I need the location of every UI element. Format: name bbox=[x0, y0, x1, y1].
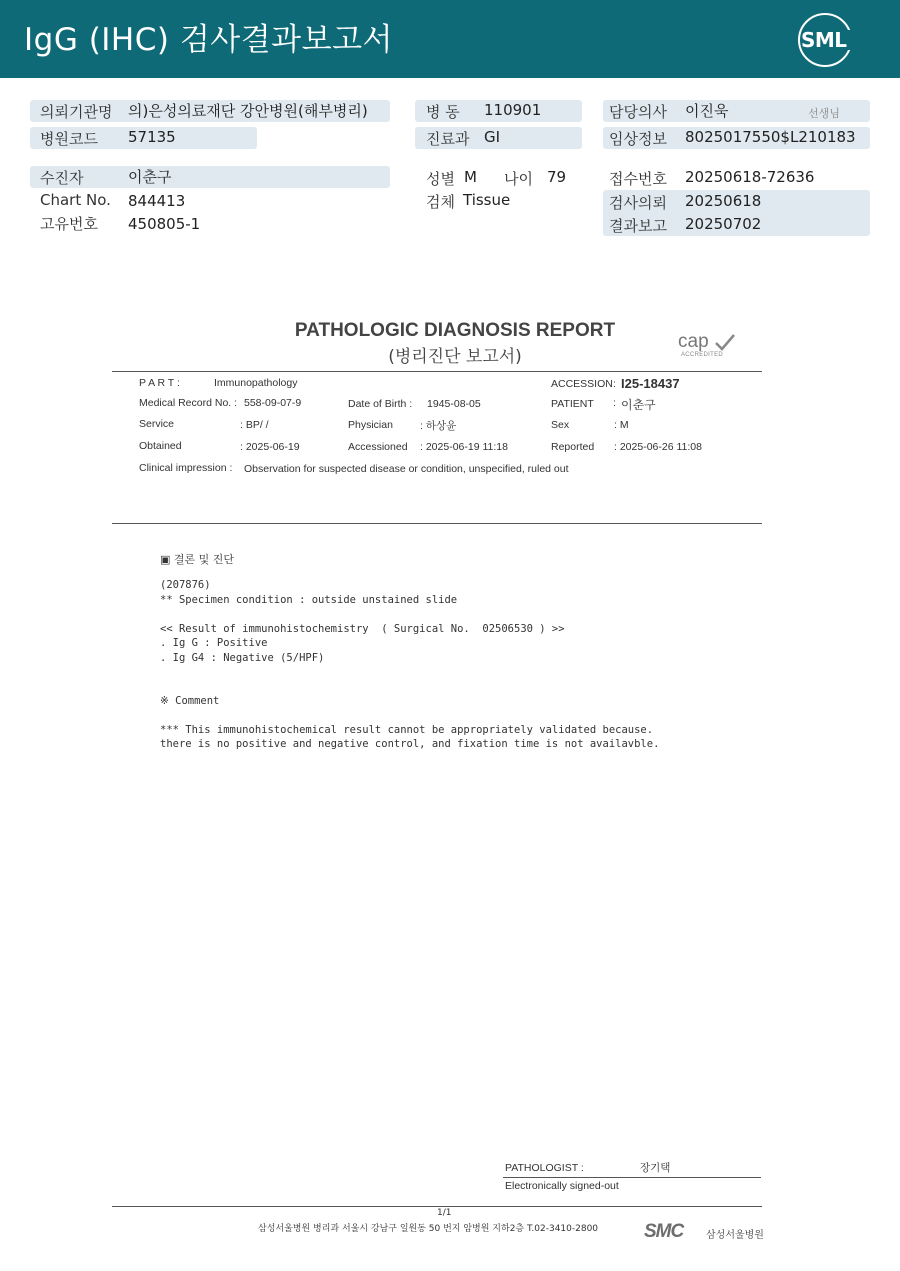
cap-accredited-icon bbox=[678, 331, 748, 361]
sex-report-value: : M bbox=[614, 419, 629, 431]
clinical-info-value: 8025017550$L210183 bbox=[685, 128, 856, 146]
age-value: 79 bbox=[547, 168, 567, 186]
pathologist-label: PATHOLOGIST : bbox=[505, 1162, 584, 1174]
ward-label: 병 동 bbox=[426, 103, 460, 121]
hospital-code-value: 57135 bbox=[128, 128, 176, 146]
age-label: 나이 bbox=[504, 170, 533, 188]
patient-label: 수진자 bbox=[40, 169, 84, 187]
part-label: P A R T : bbox=[139, 377, 180, 389]
mrn-label: Medical Record No. : bbox=[139, 397, 238, 409]
signed-out-text: Electronically signed-out bbox=[505, 1180, 619, 1192]
physician-value: : 하상윤 bbox=[420, 420, 457, 432]
obtained-value: : 2025-06-19 bbox=[240, 441, 300, 453]
chart-value: 844413 bbox=[128, 192, 186, 210]
receipt-value: 20250618-72636 bbox=[685, 168, 815, 186]
specimen-label: 검체 bbox=[426, 193, 455, 211]
accession-value: I25-18437 bbox=[621, 376, 680, 391]
cap-sub: ACCREDITED bbox=[681, 352, 724, 358]
header-bar bbox=[0, 0, 900, 78]
report-subtitle: (병리진단 보고서) bbox=[388, 347, 522, 367]
reported-value: : 2025-06-26 11:08 bbox=[614, 441, 702, 453]
report-top-rule bbox=[112, 371, 762, 372]
signature-rule bbox=[503, 1177, 761, 1178]
unique-label: 고유번호 bbox=[40, 215, 98, 233]
clinical-impression-value: Observation for suspected disease or condition, unspecified, ruled out bbox=[244, 463, 569, 475]
referring-org-value: 의)은성의료재단 강안병원(해부병리) bbox=[128, 102, 368, 120]
ward-value: 110901 bbox=[484, 101, 542, 119]
obtained-label: Obtained bbox=[139, 440, 182, 452]
reported-label: Reported bbox=[551, 441, 595, 453]
patient-report-label: PATIENT bbox=[551, 398, 594, 410]
dob-value: 1945-08-05 bbox=[427, 398, 481, 410]
patient-value: 이춘구 bbox=[128, 168, 172, 186]
smc-logo-icon: SMC bbox=[644, 1221, 684, 1242]
patient-report-value: 이춘구 bbox=[621, 398, 656, 412]
accession-label: ACCESSION bbox=[551, 378, 613, 390]
accessioned-label: Accessioned bbox=[348, 441, 408, 453]
case-number: (207876) bbox=[160, 579, 211, 591]
clinical-impression-label: Clinical impression : bbox=[139, 462, 233, 474]
receipt-label: 접수번호 bbox=[609, 170, 667, 188]
sml-logo-icon bbox=[798, 13, 852, 67]
ihc-result-heading: << Result of immunohistochemistry ( Surgical No. 02506530 ) >> bbox=[160, 623, 565, 635]
service-value: : BP/ / bbox=[240, 419, 269, 431]
part-value: Immunopathology bbox=[214, 377, 298, 389]
comment-line-2: there is no positive and negative control, and fixation time is not availavble. bbox=[160, 738, 660, 750]
doctor-label: 담당의사 bbox=[609, 103, 667, 121]
dob-label: Date of Birth : bbox=[348, 398, 413, 410]
doctor-suffix: 선생님 bbox=[808, 107, 840, 120]
comment-line-1: *** This immunohistochemical result cannot be appropriately validated because. bbox=[160, 724, 654, 736]
page-number: 1/1 bbox=[437, 1208, 452, 1218]
accessioned-value: : 2025-06-19 11:18 bbox=[420, 441, 508, 453]
sex-report-label: Sex bbox=[551, 419, 570, 431]
report-mid-rule bbox=[112, 523, 762, 524]
page-title: IgG (IHC) 검사결과보고서 bbox=[24, 22, 393, 58]
result-value: 20250702 bbox=[685, 215, 762, 233]
sex-label: 성별 bbox=[426, 170, 455, 188]
report-title: PATHOLOGIC DIAGNOSIS REPORT bbox=[294, 320, 616, 341]
pathologist-name: 장기택 bbox=[640, 1162, 671, 1174]
footer-rule bbox=[112, 1206, 762, 1207]
conclusion-heading: ▣ 결론 및 진단 bbox=[160, 553, 235, 566]
igg-result: . Ig G : Positive bbox=[160, 637, 268, 649]
hospital-code-label: 병원코드 bbox=[40, 130, 98, 148]
department-value: GI bbox=[484, 128, 501, 146]
cap-text: cap bbox=[678, 331, 709, 352]
specimen-condition: ** Specimen condition : outside unstained slide bbox=[160, 594, 458, 606]
patient-row bbox=[30, 166, 390, 188]
request-label: 검사의뢰 bbox=[609, 194, 667, 212]
smc-name: 삼성서울병원 bbox=[706, 1230, 764, 1241]
department-label: 진료과 bbox=[426, 130, 470, 148]
clinical-info-label: 임상정보 bbox=[609, 130, 667, 148]
unique-value: 450805-1 bbox=[128, 215, 201, 233]
specimen-value: Tissue bbox=[463, 191, 511, 209]
physician-label: Physician bbox=[348, 419, 393, 431]
footer-address: 삼성서울병원 병리과 서울시 강남구 일원동 50 번지 암병원 지하2층 T.02-3410-2800 bbox=[258, 1224, 599, 1234]
service-label: Service bbox=[139, 418, 175, 430]
request-value: 20250618 bbox=[685, 192, 762, 210]
sex-value: M bbox=[464, 168, 477, 186]
result-label: 결과보고 bbox=[609, 217, 667, 235]
mrn-value: 558-09-07-9 bbox=[244, 397, 302, 409]
comment-heading: ※ Comment bbox=[160, 695, 220, 707]
chart-label: Chart No. bbox=[40, 191, 111, 209]
doctor-value: 이진욱 bbox=[685, 102, 729, 120]
referring-org-label: 의뢰기관명 bbox=[40, 103, 113, 121]
igg4-result: . Ig G4 : Negative (5/HPF) bbox=[160, 652, 325, 664]
logo-text: SML bbox=[801, 28, 847, 52]
